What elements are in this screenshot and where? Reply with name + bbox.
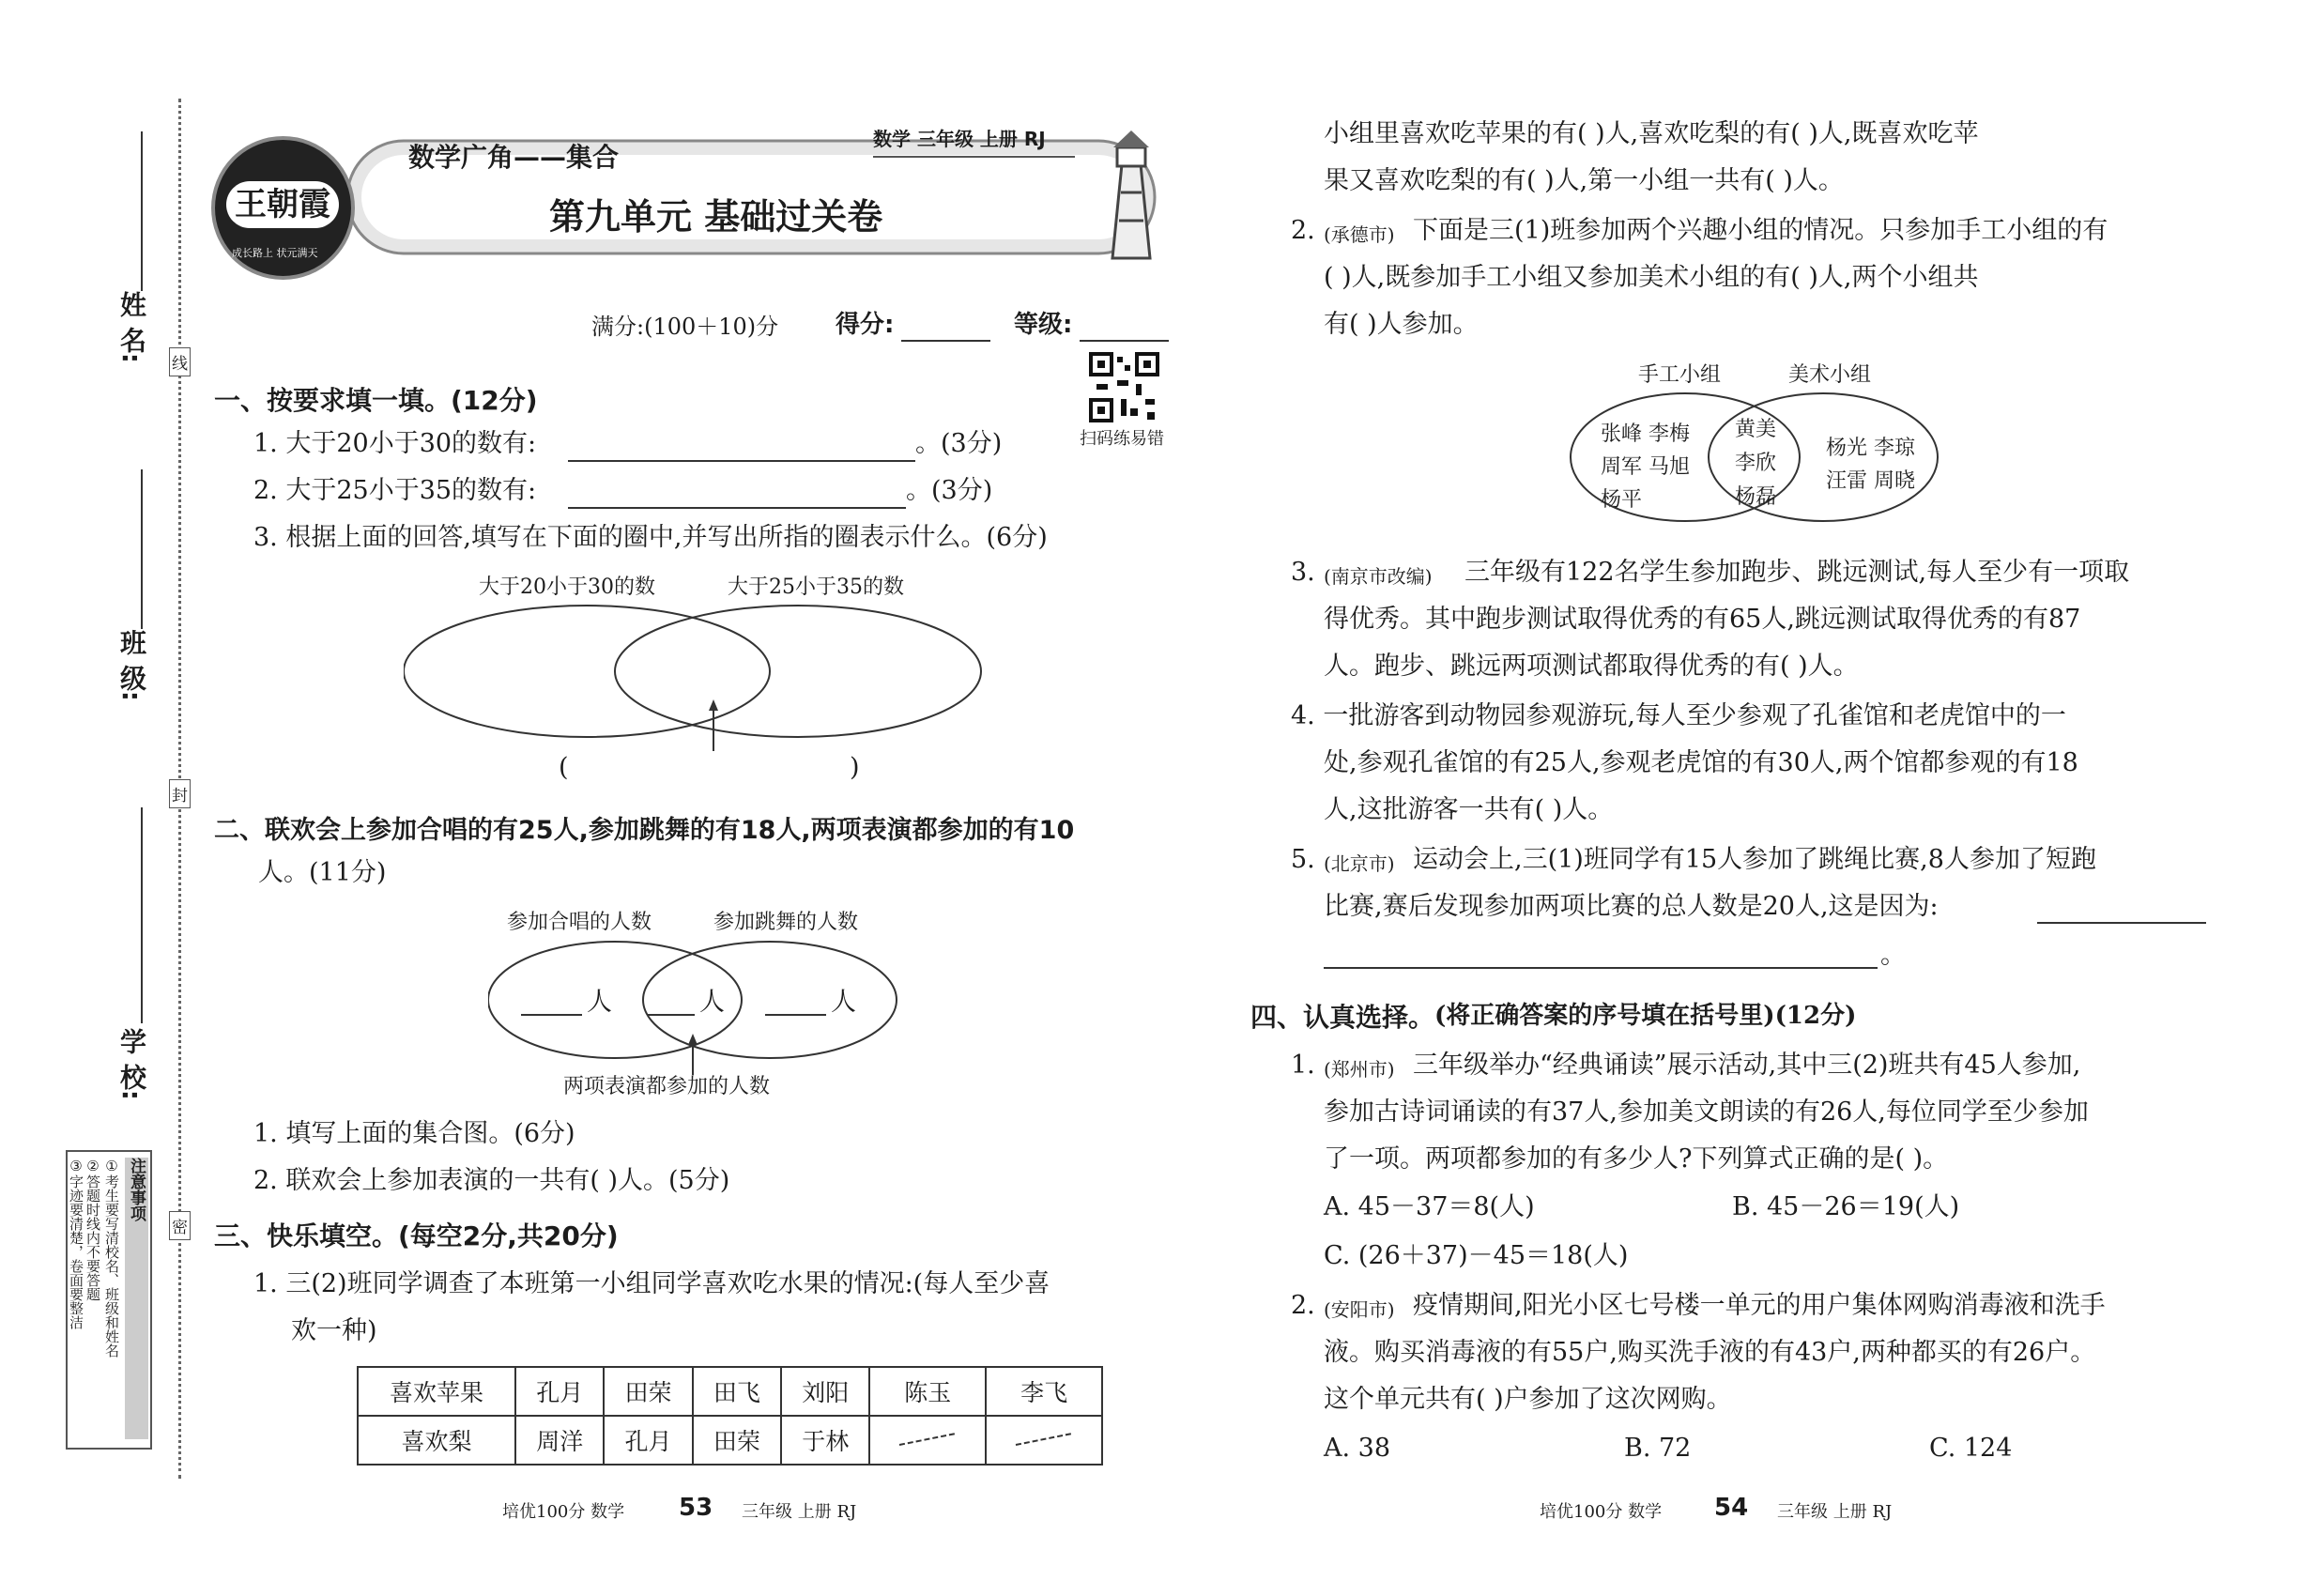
school-label: 学 校: xyxy=(116,1028,147,1100)
venn-diagram-1[interactable] xyxy=(404,601,1023,760)
venn2-right-blank[interactable] xyxy=(765,1014,826,1016)
q5-answer-2[interactable] xyxy=(1324,967,1878,969)
r-line1: 小组里喜欢吃苹果的有( )人,喜欢吃梨的有( )人,既喜欢吃苹 xyxy=(1324,119,1979,148)
table-cell: 喜欢梨 xyxy=(358,1416,515,1465)
s1-q1: 1. 大于20小于30的数有: xyxy=(253,429,537,458)
venn1-paren-right: ) xyxy=(850,753,860,782)
section4-note: (将正确答案的序号填在括号里)(12分) xyxy=(1434,1002,1857,1030)
venn3-right-name-2: 汪雷 周晓 xyxy=(1826,469,1915,493)
s3-q1: 1. 三(2)班同学调查了本班第一小组同学喜欢吃水果的情况:(每人至少喜 xyxy=(253,1269,1050,1298)
c2-line1: 疫情期间,阳光小区七号楼一单元的用户集体网购消毒液和洗手 xyxy=(1413,1291,2106,1320)
venn3-left-title: 手工小组 xyxy=(1638,363,1722,387)
q5-line2: 比赛,赛后发现参加两项比赛的总人数是20人,这是因为: xyxy=(1324,892,1939,921)
notice-box xyxy=(66,1150,152,1450)
venn2-left-unit: 人 xyxy=(587,988,612,1017)
venn3-left-name-3: 杨平 xyxy=(1601,488,1643,512)
footer-left-page: 53 xyxy=(679,1494,713,1522)
s1-q1-tail: 。(3分) xyxy=(915,429,1003,458)
table-cell: 田荣 xyxy=(693,1416,781,1465)
cut-mark-seal: 封 xyxy=(169,779,191,808)
table-cell: 喜欢苹果 xyxy=(358,1367,515,1416)
q2-source: (承德市) xyxy=(1324,223,1395,246)
score-field[interactable] xyxy=(901,340,990,342)
venn3-mid-name-2: 李欣 xyxy=(1735,452,1777,475)
venn2-right-label: 参加跳舞的人数 xyxy=(713,911,859,934)
venn2-mid-unit: 人 xyxy=(699,988,725,1017)
venn2-mid-blank[interactable] xyxy=(648,1014,695,1016)
notice-item-2: ②答题时线内不要答题 xyxy=(84,1158,101,1301)
lighthouse-icon xyxy=(1080,127,1183,268)
q3-line3: 人。跑步、跳远两项测试都取得优秀的有( )人。 xyxy=(1324,652,1859,681)
c2-option-c[interactable]: C. 124 xyxy=(1929,1434,2013,1463)
name-underline xyxy=(141,131,143,291)
name-label: 姓 名: xyxy=(116,291,147,363)
venn1-paren-left: ( xyxy=(559,753,569,782)
cut-mark-secret: 密 xyxy=(169,1211,191,1240)
logo-subtext: 成长路上 状元满天 xyxy=(232,247,318,259)
venn1-right-label: 大于25小于35的数 xyxy=(728,575,904,599)
qr-code-icon[interactable] xyxy=(1089,352,1159,422)
q4-line1: 4. 一批游客到动物园参观游玩,每人至少参观了孔雀馆和老虎馆中的一 xyxy=(1291,701,2066,730)
page-title: 第九单元 基础过关卷 xyxy=(549,196,883,238)
table-cell: 于林 xyxy=(781,1416,869,1465)
s2-q1: 1. 填写上面的集合图。(6分) xyxy=(253,1119,575,1148)
q5-end: 。 xyxy=(1880,941,1906,970)
q2-line2: ( )人,既参加手工小组又参加美术小组的有( )人,两个小组共 xyxy=(1324,263,1979,292)
qr-caption: 扫码练易错 xyxy=(1080,429,1164,449)
table-cell: 周洋 xyxy=(515,1416,604,1465)
footer-right-book: 培优100分 数学 xyxy=(1540,1502,1663,1522)
section2-heading: 二、联欢会上参加合唱的有25人,参加跳舞的有18人,两项表演都参加的有10 xyxy=(214,816,1075,845)
footer-left-book: 培优100分 数学 xyxy=(502,1502,625,1522)
q3-line2: 得优秀。其中跑步测试取得优秀的有65人,跳远测试取得优秀的有87 xyxy=(1324,605,2081,634)
table-cell: 刘阳 xyxy=(781,1367,869,1416)
empty-cell-slash xyxy=(986,1416,1102,1465)
c2-line3: 这个单元共有( )户参加了这次网购。 xyxy=(1324,1385,1732,1414)
notice-item-1: ①考生要写清校名、班级和姓名 xyxy=(103,1158,120,1358)
table-cell: 田荣 xyxy=(604,1367,692,1416)
logo-text: 王朝霞 xyxy=(226,181,339,228)
c2-number: 2. xyxy=(1291,1291,1315,1320)
q5-answer-1[interactable] xyxy=(2037,922,2206,924)
c1-option-a[interactable]: A. 45－37＝8(人) xyxy=(1324,1192,1535,1221)
c2-option-b[interactable]: B. 72 xyxy=(1624,1434,1692,1463)
venn3-left-name-2: 周军 马旭 xyxy=(1601,455,1690,479)
class-label: 班 级: xyxy=(116,629,147,701)
table-cell: 孔月 xyxy=(515,1367,604,1416)
c2-source: (安阳市) xyxy=(1324,1298,1395,1321)
q2-line1: 下面是三(1)班参加两个兴趣小组的情况。只参加手工小组的有 xyxy=(1413,216,2108,245)
venn3-mid-name-3: 杨磊 xyxy=(1735,485,1777,509)
s2-q2: 2. 联欢会上参加表演的一共有( )人。(5分) xyxy=(253,1166,730,1195)
r-line2: 果又喜欢吃梨的有( )人,第一小组一共有( )人。 xyxy=(1324,166,1844,195)
notice-title: 注意事项 xyxy=(125,1158,148,1439)
footer-right-info: 三年级 上册 RJ xyxy=(1777,1502,1893,1522)
q5-source: (北京市) xyxy=(1324,852,1395,875)
score-full: 满分:(100＋10)分 xyxy=(591,314,779,340)
venn2-left-label: 参加合唱的人数 xyxy=(507,911,652,934)
empty-cell-slash xyxy=(869,1416,986,1465)
q4-line2: 处,参观孔雀馆的有25人,参观老虎馆的有30人,两个馆都参观的有18 xyxy=(1324,748,2078,777)
venn3-right-title: 美术小组 xyxy=(1788,363,1872,387)
header-meta: 数学 三年级 上册 RJ xyxy=(873,128,1046,150)
c2-line2: 液。购买消毒液的有55户,购买洗手液的有43户,两种都买的有26户。 xyxy=(1324,1338,2096,1367)
q5-line1: 运动会上,三(1)班同学有15人参加了跳绳比赛,8人参加了短跑 xyxy=(1413,845,2096,874)
c1-option-b[interactable]: B. 45－26＝19(人) xyxy=(1732,1192,1960,1221)
section2-heading-cont: 人。(11分) xyxy=(258,858,387,887)
c2-option-a[interactable]: A. 38 xyxy=(1324,1434,1391,1463)
q4-line3: 人,这批游客一共有( )人。 xyxy=(1324,795,1614,824)
topic-label: 数学广角——集合 xyxy=(408,142,620,173)
q3-line1: 三年级有122名学生参加跑步、跳远测试,每人至少有一项取 xyxy=(1464,558,2130,587)
grade-label: 等级: xyxy=(1014,311,1073,339)
s3-q1-cont: 欢一种) xyxy=(291,1316,377,1345)
table-cell: 陈玉 xyxy=(869,1367,986,1416)
cut-mark-line: 线 xyxy=(169,347,191,376)
table-cell: 孔月 xyxy=(604,1416,692,1465)
s1-q2-tail: 。(3分) xyxy=(906,476,993,505)
venn2-bottom-label: 两项表演都参加的人数 xyxy=(563,1075,771,1098)
table-row xyxy=(358,1416,1102,1465)
score-label: 得分: xyxy=(836,311,895,339)
table-row xyxy=(358,1367,1102,1416)
notice-item-3: ③字迹要清楚，卷面要整洁 xyxy=(68,1158,84,1329)
venn3-mid-name-1: 黄美 xyxy=(1735,418,1777,441)
s1-q1-answer[interactable] xyxy=(568,460,915,462)
venn3-right-name-1: 杨光 李琼 xyxy=(1826,437,1915,460)
venn1-left-label: 大于20小于30的数 xyxy=(479,575,655,599)
s1-q2-answer[interactable] xyxy=(568,507,906,509)
section4-heading: 四、认真选择。 xyxy=(1250,1002,1435,1033)
venn3-left-name-1: 张峰 李梅 xyxy=(1601,422,1690,446)
s1-q2: 2. 大于25小于35的数有: xyxy=(253,476,537,505)
venn2-left-blank[interactable] xyxy=(521,1014,582,1016)
q3-source: (南京市改编) xyxy=(1324,565,1433,588)
section3-heading: 三、快乐填空。(每空2分,共20分) xyxy=(214,1220,619,1251)
fruit-table xyxy=(357,1366,1103,1466)
c1-line3: 了一项。两项都参加的有多少人?下列算式正确的是( )。 xyxy=(1324,1144,1949,1174)
section1-heading: 一、按要求填一填。(12分) xyxy=(214,385,538,416)
c1-line1: 三年级举办“经典诵读”展示活动,其中三(2)班共有45人参加, xyxy=(1413,1051,2081,1080)
logo-badge xyxy=(211,136,355,280)
table-cell: 田飞 xyxy=(693,1367,781,1416)
q2-number: 2. xyxy=(1291,216,1315,245)
q5-number: 5. xyxy=(1291,845,1315,874)
c1-number: 1. xyxy=(1291,1051,1315,1080)
grade-field[interactable] xyxy=(1080,340,1169,342)
school-underline xyxy=(141,807,143,1023)
class-underline xyxy=(141,469,143,629)
footer-left-info: 三年级 上册 RJ xyxy=(742,1502,857,1522)
header-meta-underline xyxy=(873,156,1075,158)
c1-source: (郑州市) xyxy=(1324,1058,1395,1081)
c1-option-c[interactable]: C. (26＋37)－45＝18(人) xyxy=(1324,1241,1629,1270)
c1-line2: 参加古诗词诵读的有37人,参加美文朗读的有26人,每位同学至少参加 xyxy=(1324,1097,2089,1127)
s1-q3: 3. 根据上面的回答,填写在下面的圈中,并写出所指的圈表示什么。(6分) xyxy=(253,523,1048,552)
footer-right-page: 54 xyxy=(1714,1494,1749,1522)
q2-line3: 有( )人参加。 xyxy=(1324,310,1479,339)
q3-number: 3. xyxy=(1291,558,1315,587)
venn2-right-unit: 人 xyxy=(831,988,856,1017)
table-cell: 李飞 xyxy=(986,1367,1102,1416)
